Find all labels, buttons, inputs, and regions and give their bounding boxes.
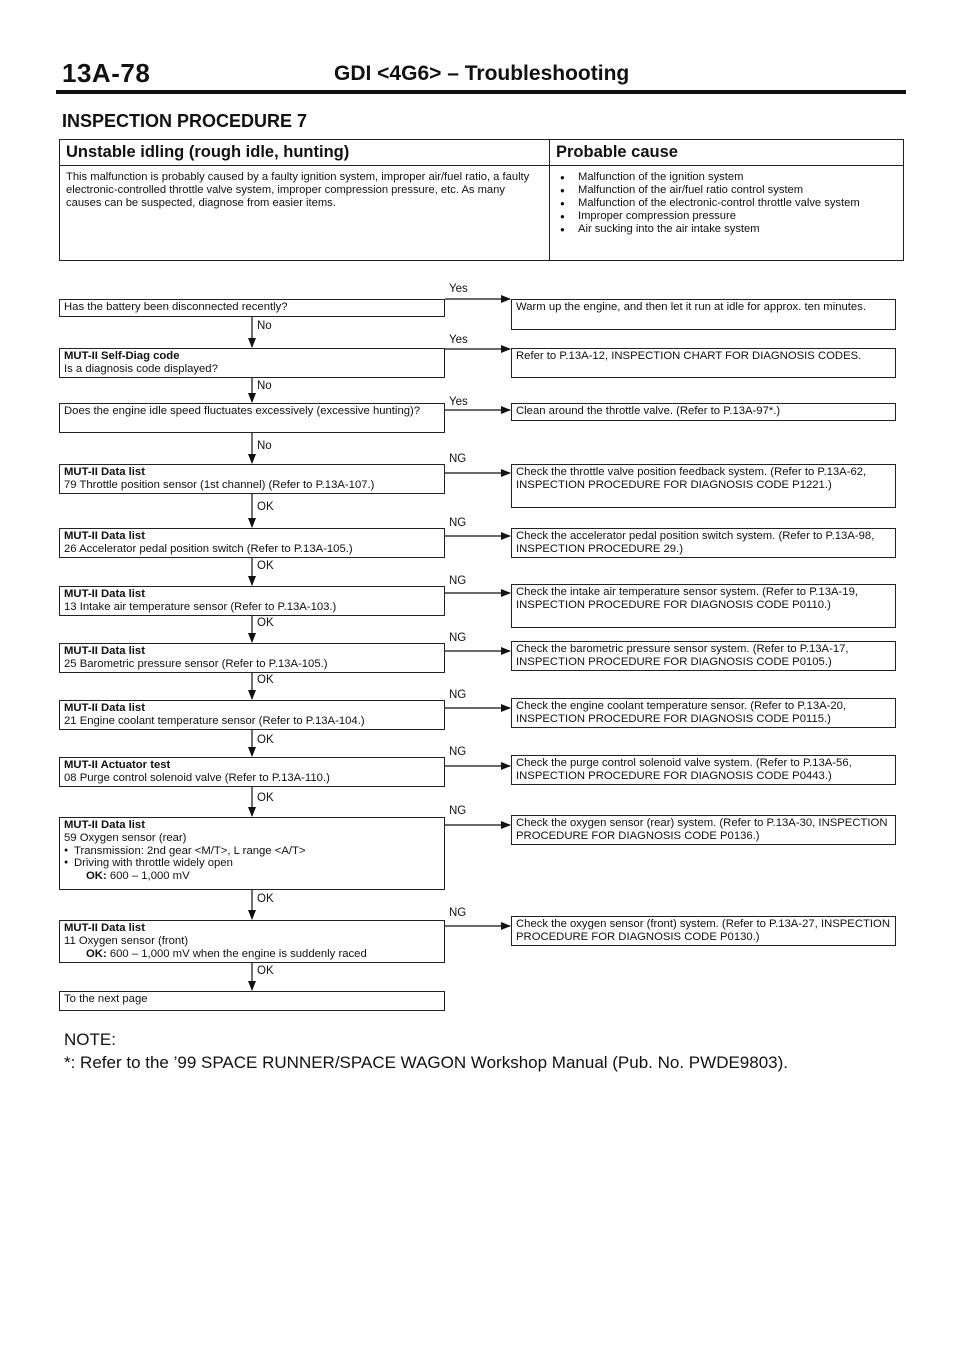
cause-item: ● Malfunction of the ignition system [556, 171, 897, 184]
branch-label-yes: Yes [449, 334, 468, 346]
result-inspection-chart [511, 348, 896, 378]
procedure-title: INSPECTION PROCEDURE 7 [62, 111, 308, 131]
result-oxygen-sensor-front [511, 916, 896, 946]
cause-item: ● Improper compression pressure [556, 210, 897, 223]
step-oxygen-sensor-front [59, 920, 445, 963]
result-barometric-pressure [511, 641, 896, 671]
symptom-heading: Unstable idling (rough idle, hunting) [60, 140, 549, 166]
step-text: 11 Oxygen sensor (front) [64, 934, 189, 947]
next-label-ok: OK [257, 560, 274, 572]
step-heading: MUT-II Actuator test [64, 759, 171, 771]
next-label-ok: OK [257, 965, 274, 977]
result-text: Check the throttle valve position feedback system. (Refer to P.13A-62, INSPECTION PROCEDURE FOR DIAGNOSIS CODE P1221.) [516, 466, 867, 491]
result-text: Check the intake air temperature sensor system. (Refer to P.13A-19, INSPECTION PROCEDURE FOR DIAGNOSIS CODE P0110.) [516, 586, 858, 611]
question-battery-disconnected [59, 299, 445, 317]
condition-item: ● Driving with throttle widely open [64, 857, 440, 870]
next-label-ok: OK [257, 501, 274, 513]
result-text: Check the purge control solenoid valve system. (Refer to P.13A-56, INSPECTION PROCEDURE FOR DIAGNOSIS CODE P0443.) [516, 757, 852, 782]
branch-label-ng: NG [449, 453, 467, 465]
step-text: 08 Purge control solenoid valve (Refer to P.13A-110.) [64, 771, 330, 784]
note-text: *: Refer to the ’99 SPACE RUNNER/SPACE WAGON Workshop Manual (Pub. No. PWDE9803). [64, 1053, 789, 1072]
step-oxygen-sensor-rear [59, 817, 445, 890]
ok-criteria [64, 948, 440, 961]
step-heading: MUT-II Self-Diag code [64, 350, 180, 362]
result-text: Check the oxygen sensor (rear) system. (Refer to P.13A-30, INSPECTION PROCEDURE FOR DIAGNOSIS CODE P0136.) [516, 817, 888, 842]
condition-item: ● Transmission: 2nd gear <M/T>, L range <A/T> [64, 845, 440, 858]
page-number: 13A-78 [62, 58, 151, 88]
step-heading: MUT-II Data list [64, 645, 145, 657]
probable-cause-heading: Probable cause [550, 140, 903, 166]
step-heading: MUT-II Data list [64, 466, 145, 478]
result-purge-control [511, 755, 896, 785]
note-heading: NOTE: [64, 1030, 116, 1049]
step-self-diag-code [59, 348, 445, 378]
branch-label-ng: NG [449, 517, 467, 529]
cause-item: ● Malfunction of the air/fuel ratio control system [556, 184, 897, 197]
step-engine-coolant-temp-sensor [59, 700, 445, 730]
branch-label-yes: Yes [449, 396, 468, 408]
branch-label-ng: NG [449, 805, 467, 817]
result-engine-coolant-temp [511, 698, 896, 728]
step-text: 79 Throttle position sensor (1st channel) (Refer to P.13A-107.) [64, 478, 375, 491]
ok-label: OK: [86, 947, 107, 960]
next-label-no: No [257, 440, 272, 452]
ok-value: 600 – 1,000 mV [109, 870, 190, 883]
step-intake-air-temp-sensor [59, 586, 445, 616]
result-text: Check the engine coolant temperature sensor. (Refer to P.13A-20, INSPECTION PROCEDURE FOR DIAGNOSIS CODE P0115.) [516, 700, 847, 725]
step-heading: MUT-II Data list [64, 530, 145, 542]
step-text: 25 Barometric pressure sensor (Refer to P.13A-105.) [64, 657, 328, 670]
result-clean-throttle [511, 403, 896, 421]
branch-label-yes: Yes [449, 283, 468, 295]
next-label-ok: OK [257, 792, 274, 804]
result-throttle-feedback [511, 464, 896, 508]
next-label-no: No [257, 320, 272, 332]
result-intake-air-temp [511, 584, 896, 628]
result-warm-up-engine [511, 299, 896, 330]
step-accelerator-pedal-switch [59, 528, 445, 558]
branch-label-ng: NG [449, 689, 467, 701]
step-text: Does the engine idle speed fluctuates excessively (excessive hunting)? [64, 405, 421, 417]
branch-label-ng: NG [449, 907, 467, 919]
step-text: 13 Intake air temperature sensor (Refer to P.13A-103.) [64, 600, 337, 613]
step-barometric-pressure-sensor [59, 643, 445, 673]
step-text: 26 Accelerator pedal position switch (Refer to P.13A-105.) [64, 542, 353, 555]
step-throttle-position-sensor [59, 464, 445, 494]
branch-label-ng: NG [449, 746, 467, 758]
result-text: Check the barometric pressure sensor system. (Refer to P.13A-17, INSPECTION PROCEDURE FOR DIAGNOSIS CODE P0105.) [516, 643, 849, 668]
next-label-ok: OK [257, 893, 274, 905]
ok-criteria [64, 870, 440, 883]
ok-value: 600 – 1,000 mV when the engine is suddenly raced [109, 947, 367, 960]
result-text: Check the oxygen sensor (front) system. (Refer to P.13A-27, INSPECTION PROCEDURE FOR DIAGNOSIS CODE P0130.) [516, 918, 890, 943]
step-purge-control-solenoid [59, 757, 445, 787]
result-text: Check the accelerator pedal position switch system. (Refer to P.13A-98, INSPECTION PROCEDURE 29.) [516, 530, 875, 555]
next-label-ok: OK [257, 734, 274, 746]
step-heading: MUT-II Data list [64, 702, 145, 714]
branch-label-ng: NG [449, 632, 467, 644]
cause-item: ● Air sucking into the air intake system [556, 223, 897, 236]
result-text: Refer to P.13A-12, INSPECTION CHART FOR DIAGNOSIS CODES. [516, 350, 862, 362]
section-title: GDI <4G6> – Troubleshooting [334, 62, 630, 85]
symptom-description: This malfunction is probably caused by a faulty ignition system, improper air/fuel ratio, a faulty electronic-controlled throttle valve system, improper compression pressure, etc. As many causes can be suspected, diagnose from easier items. [66, 171, 530, 209]
step-heading: MUT-II Data list [64, 588, 145, 600]
cause-item: ● Malfunction of the electronic-control throttle valve system [556, 197, 897, 210]
result-text: Warm up the engine, and then let it run at idle for approx. ten minutes. [516, 301, 866, 313]
next-page-box [59, 991, 445, 1011]
step-text: Is a diagnosis code displayed? [64, 362, 218, 375]
next-label-no: No [257, 380, 272, 392]
step-text: 21 Engine coolant temperature sensor (Refer to P.13A-104.) [64, 714, 365, 727]
step-heading: MUT-II Data list [64, 819, 145, 831]
branch-label-ng: NG [449, 575, 467, 587]
result-oxygen-sensor-rear [511, 815, 896, 845]
step-heading: MUT-II Data list [64, 922, 145, 934]
next-label-ok: OK [257, 674, 274, 686]
step-text: 59 Oxygen sensor (rear) [64, 831, 187, 844]
ok-label: OK: [86, 870, 107, 883]
result-text: Clean around the throttle valve. (Refer to P.13A-97*.) [516, 405, 781, 417]
result-accelerator-switch [511, 528, 896, 558]
next-label-ok: OK [257, 617, 274, 629]
next-page-text: To the next page [64, 993, 148, 1005]
question-idle-fluctuates [59, 403, 445, 433]
step-text: Has the battery been disconnected recently? [64, 301, 288, 313]
